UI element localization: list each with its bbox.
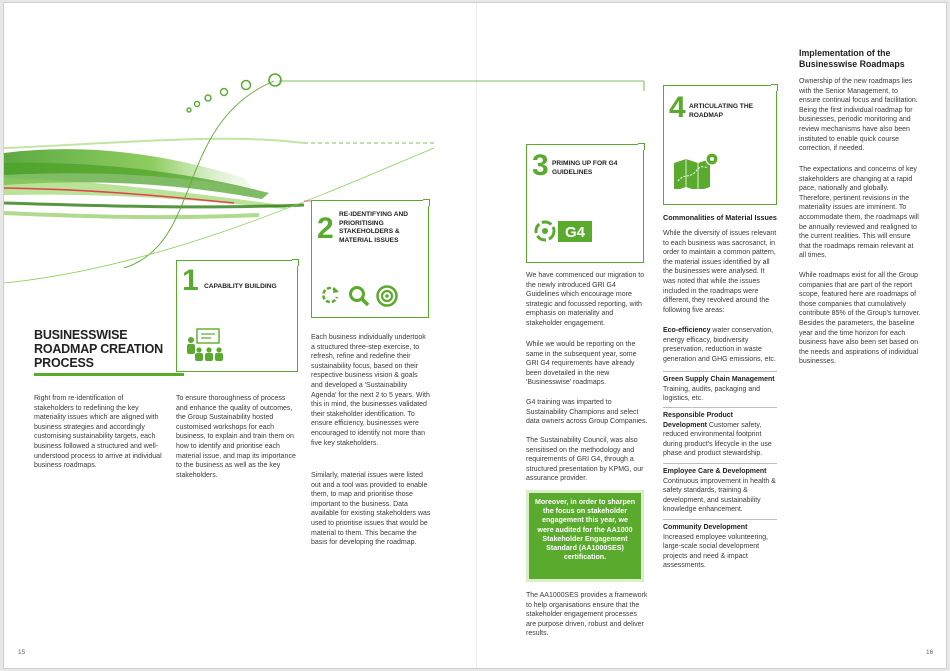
area-employee-care: Employee Care & Development Continuous improvement in health & safety standards, training & development, and sustainability knowledge enhancement.	[663, 468, 776, 514]
step1-box	[176, 260, 298, 372]
divider	[663, 519, 777, 520]
divider	[663, 371, 777, 372]
box-corner	[292, 259, 299, 266]
commonalities-heading: Commonalities of Material Issues	[663, 213, 777, 222]
gri-g4-logo	[534, 219, 596, 245]
step3-body-2: While we would be reporting on the same in the subsequent year, some GRI G4 requirements have already been dovetailed in the new 'Businesswise' roadmaps.	[526, 341, 637, 387]
intro-paragraph: Right from re-identification of stakeholders to redefining the key materiality issues which are aligned with business strategies and accordingly customising sustainability targets, each business followed a structured and well-understood process to arrive at individual business roadmaps.	[34, 395, 162, 470]
area-eco-efficiency: Eco-efficiency water conservation, energy efficacy, biodiversity preservation, reduction in waste generation and GHG emissions, etc.	[663, 327, 776, 363]
commonalities-intro: While the diversity of issues relevant to each business was sacrosanct, in order to maintain a common pattern, the material issues identified by all the businesses were analysed. It was noted that while the issues included in the roadmaps were different, they revolved around the following five areas:	[663, 230, 777, 314]
svg-text:G4: G4	[564, 224, 586, 241]
step3-title: PRIMING UP FOR G4 GUIDELINES	[552, 160, 618, 176]
box-corner	[771, 84, 778, 91]
step3-body-1: We have commenced our migration to the newly introduced GRI G4 Guidelines which encourage more strategic and focussed reporting, with emphasis on materiality and stakeholder engagement.	[526, 272, 645, 327]
step1-body: To ensure thoroughness of process and enhance the quality of outcomes, the Group Sustainability hosted customised workshops for each business, to explain and train them on how to identify and prioritise each material issue, and map its importance to the business as well as the key stakeholders.	[176, 395, 296, 479]
step2-body-1: Each business individually undertook a structured three-step exercise, to refresh, refine and redefine their sustainability focus, based on their respective business vision & goals and developed a 'Sustainability Agenda' for the next 2 to 5 years. With this in mind, the businesses validated their stakeholder identification. To ensure efficiency, businesses were encouraged to identify not more than five key stakeholders.	[311, 334, 430, 447]
step1-number: 1	[182, 264, 199, 297]
step4-number: 4	[669, 91, 686, 124]
page-number-left: 15	[18, 649, 26, 656]
box-corner	[638, 143, 645, 150]
implementation-p3: While roadmaps exist for all the Group companies that are part of the report scope, featured here are roadmaps of those companies that cumulatively contribute 85% of the Group's turnover. Besides the parameters, the baseline year and the time horizon for each business have also been set based on the needs and aspirations of individual businesses.	[799, 272, 921, 366]
workshop-people-icon	[185, 328, 225, 362]
step1-title: CAPABILITY BUILDING	[204, 283, 277, 290]
page-title: BUSINESSWISE ROADMAP CREATION PROCESS	[34, 328, 163, 370]
implementation-p1: Ownership of the new roadmaps lies with the Senior Management, to ensure continual focus and facilitation. Being the first individual roadmap for businesses, periodic monitoring and review mechanisms have also been instituted to enable quick course correction, if needed.	[799, 78, 918, 153]
box-corner	[423, 199, 430, 206]
implementation-title: Implementation of the Businesswise Roadmaps	[799, 48, 905, 69]
step2-body-2: Similarly, material issues were listed out and a tool was provided to enable them, to map and prioritise those important to the business. Data available for existing stakeholders was used to prioritise issues that would be material to them. This became the basis for developing the roadmap.	[311, 472, 431, 547]
step2-title: RE-IDENTIFYING AND PRIORITISING STAKEHOLDERS & MATERIAL ISSUES	[339, 211, 408, 244]
divider	[663, 463, 777, 464]
area-green-supply-chain: Green Supply Chain Management Training, audits, packaging and logistics, etc.	[663, 376, 775, 403]
step3-body-4: The Sustainability Council, was also sensitised on the methodology and requirements of GRI G4, through a structured presentation by KPMG, our assurance provider.	[526, 437, 644, 483]
refresh-icon	[320, 285, 340, 305]
step3-box	[526, 144, 644, 263]
area-responsible-product: Responsible Product Development Customer safety, reduced environmental footprint during product's lifecycle in the use phase and product stewardship.	[663, 412, 772, 458]
title-rule	[34, 373, 184, 376]
step4-title: ARTICULATING THE ROADMAP	[689, 103, 753, 119]
aa1000-callout: Moreover, in order to sharpen the focus on stakeholder engagement this year, we were audited for the AA1000 Stakeholder Engagement Standard (AA1000SES) certification.	[526, 490, 644, 582]
report-spread	[3, 2, 947, 669]
implementation-p2: The expectations and concerns of key stakeholders are changing at a rapid pace, nationally and globally. Therefore, pertinent revisions in the materiality issues are imminent. To accommodate them, the roadmaps will be annually reviewed and realigned to the current realities. This will ensure that the roadmaps remain relevant at all times.	[799, 166, 919, 260]
magnifier-icon	[348, 285, 370, 307]
step3-number: 3	[532, 149, 549, 182]
area-community-development: Community Development Increased employee volunteering, large-scale social development projects and need & impact assessments.	[663, 524, 769, 570]
target-icon	[376, 285, 398, 307]
step2-box	[311, 200, 429, 318]
step3-body-5: The AA1000SES provides a framework to help organisations ensure that the stakeholder engagement processes are purpose driven, robust and deliver results.	[526, 592, 648, 638]
page-number-right: 16	[926, 649, 934, 656]
divider	[663, 407, 777, 408]
map-pin-icon	[672, 151, 720, 189]
step2-number: 2	[317, 212, 334, 245]
step3-body-3: G4 training was imparted to Sustainability Champions and select data owners across Group Companies.	[526, 399, 648, 426]
step4-box	[663, 85, 777, 205]
